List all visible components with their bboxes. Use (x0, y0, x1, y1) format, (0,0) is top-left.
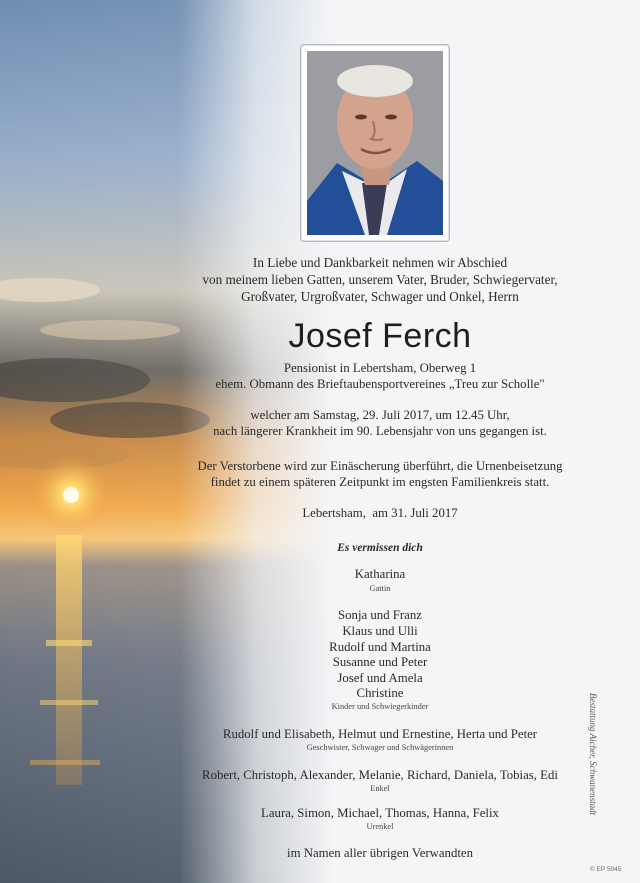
siblings-role: Geschwister, Schwager und Schwägerinnen (306, 743, 454, 752)
intro-line-1: In Liebe und Dankbarkeit nehmen wir Abschied (252, 255, 508, 270)
grandchildren-names: Robert, Christoph, Alexander, Melanie, Richard, Daniela, Tobias, Edi (202, 768, 558, 782)
child-4: Susanne und Peter (332, 655, 428, 669)
place-date: Lebertsham, am 31. Juli 2017 (302, 506, 458, 520)
grandchildren-role: Enkel (370, 784, 390, 793)
deceased-office: ehem. Obmann des Brieftaubensportvereines „Treu zur Scholle" (215, 377, 545, 391)
siblings-names: Rudolf und Elisabeth, Helmut und Ernestine, Herta und Peter (222, 727, 538, 741)
undertaker-credit: Bestattung Aicher, Schwanenstadt (588, 693, 598, 816)
print-mark: © EP 5045 (590, 866, 622, 873)
mourners-heading: Es vermissen dich (337, 542, 423, 554)
closing-line: im Namen aller übrigen Verwandten (287, 846, 473, 860)
portrait-image (307, 51, 443, 235)
child-1: Sonja und Franz (338, 608, 422, 622)
intro-line-3: Großvater, Urgroßvater, Schwager und Onkel, Herrn (241, 289, 519, 304)
intro-line-2: von meinem lieben Gatten, unserem Vater, Bruder, Schwiegervater, (202, 272, 558, 287)
funeral-line-2: findet zu einem späteren Zeitpunkt im engsten Familienkreis statt. (210, 475, 550, 489)
wife-name: Katharina (354, 567, 406, 581)
great-grandchildren-names: Laura, Simon, Michael, Thomas, Hanna, Felix (261, 806, 499, 820)
child-3: Rudolf und Martina (329, 640, 431, 654)
child-6: Christine (356, 686, 404, 700)
wife-role: Gattin (369, 584, 391, 593)
funeral-line-1: Der Verstorbene wird zur Einäscherung überführt, die Urnenbeisetzung (197, 459, 563, 473)
child-2: Klaus und Ulli (342, 624, 418, 638)
portrait-photo (300, 44, 450, 242)
child-5: Josef und Amela (337, 671, 423, 685)
death-line-1: welcher am Samstag, 29. Juli 2017, um 12.45 Uhr, (250, 408, 510, 422)
children-role: Kinder und Schwiegerkinder (331, 702, 429, 711)
great-grandchildren-role: Urenkel (366, 822, 394, 831)
deceased-occupation: Pensionist in Lebertsham, Oberweg 1 (283, 361, 477, 375)
deceased-name: Josef Ferch (288, 317, 472, 355)
death-line-2: nach längerer Krankheit im 90. Lebensjahr von uns gegangen ist. (213, 424, 547, 438)
